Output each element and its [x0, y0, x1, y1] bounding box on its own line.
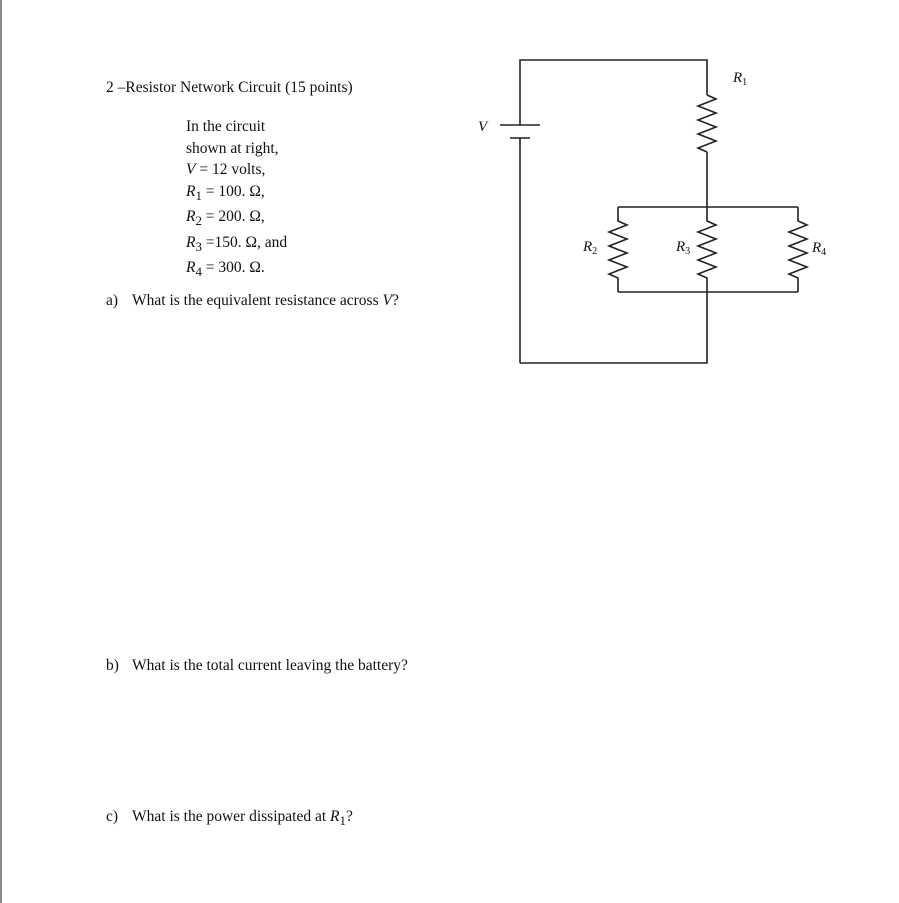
given-line-1: In the circuit [186, 118, 266, 135]
r4-label [811, 240, 826, 258]
r4-value: = 300. Ω. [201, 259, 265, 277]
resistor-r2-zigzag [609, 207, 627, 292]
question-c-subscript: 1 [339, 813, 346, 829]
r2-subscript: 2 [195, 213, 202, 229]
question-b-text: What is the total current leaving the battery? [132, 657, 408, 674]
voltage-symbol: V [186, 161, 196, 178]
r3-label-subscript: 3 [685, 246, 691, 257]
resistor-r4-zigzag [789, 207, 807, 292]
r3-value: =150. Ω, and [201, 233, 288, 251]
r2-label [582, 239, 597, 257]
r3-label [675, 239, 690, 257]
r2-symbol: R [186, 208, 196, 226]
question-b-letter: b) [106, 657, 119, 674]
r1-label-symbol: R [733, 70, 743, 86]
given-line-2: shown at right, [186, 139, 279, 157]
voltage-value: = 12 volts, [195, 161, 266, 178]
r4-label-symbol: R [812, 240, 822, 256]
question-a-text: What is the equivalent resistance across [132, 292, 383, 309]
r3-label-symbol: R [676, 239, 686, 255]
r1-subscript: 1 [195, 187, 202, 203]
resistor-r1-zigzag [698, 95, 716, 152]
wire-top [520, 60, 707, 112]
circuit-labels [478, 70, 826, 258]
resistor-r3-zigzag [698, 207, 716, 292]
question-c-end: ? [345, 808, 353, 825]
r1-label [732, 70, 747, 88]
question-a-end: ? [391, 292, 399, 309]
r2-value: = 200. Ω, [201, 208, 265, 226]
r3-symbol: R [186, 233, 196, 251]
r4-subscript: 4 [195, 264, 202, 280]
question-a-letter: a) [106, 292, 119, 309]
r1-label-subscript: 1 [742, 77, 748, 88]
r1-value: = 100. Ω, [201, 182, 265, 200]
question-c-symbol: R [330, 808, 340, 825]
problem-title: 2 –Resistor Network Circuit (15 points) [106, 79, 353, 96]
r4-label-subscript: 4 [821, 247, 827, 258]
question-c-letter: c) [106, 808, 119, 825]
question-c-text: What is the power dissipated at [132, 808, 331, 825]
r2-label-subscript: 2 [592, 246, 598, 257]
question-a-symbol: V [382, 292, 392, 309]
r2-label-symbol: R [583, 239, 593, 255]
r4-symbol: R [186, 259, 196, 277]
r3-subscript: 3 [195, 238, 202, 254]
r1-symbol: R [186, 182, 196, 200]
wire-bottom [520, 292, 707, 363]
battery-label: V [478, 119, 488, 135]
